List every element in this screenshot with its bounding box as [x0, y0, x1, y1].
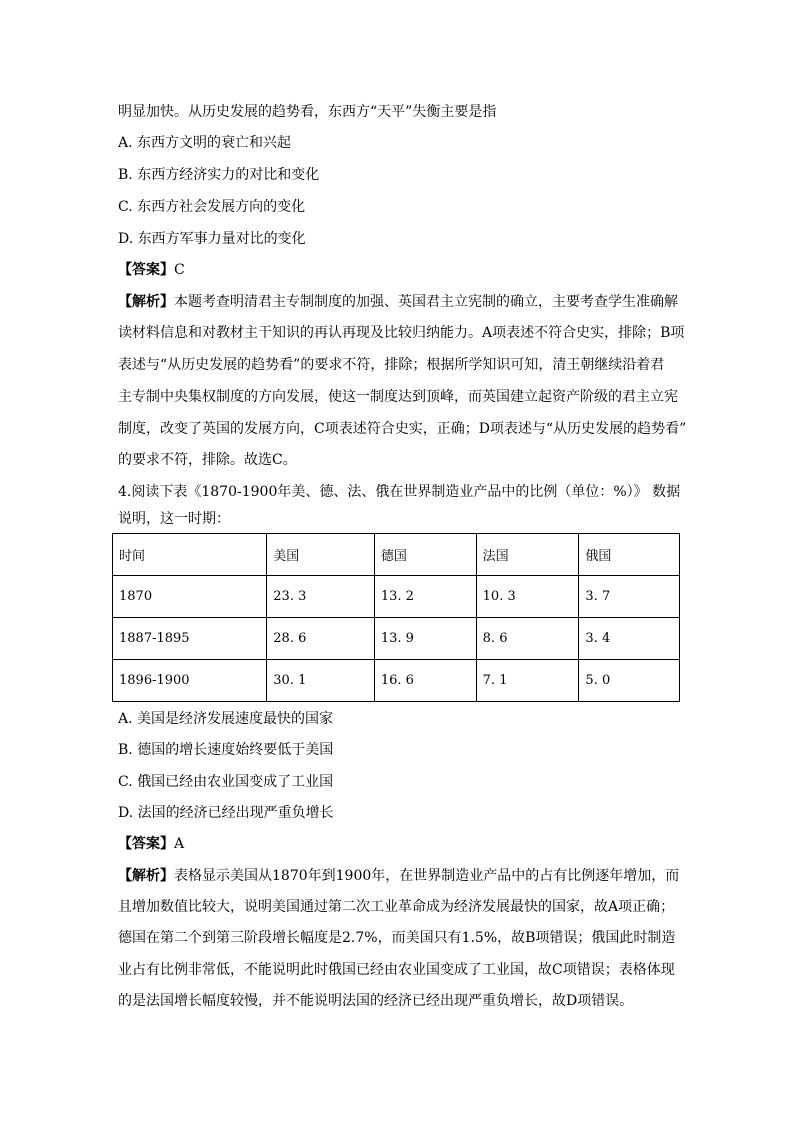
- q4-answer: [118, 835, 184, 853]
- q4-answer-value: A: [174, 836, 185, 852]
- q4-analysis-label: 【解析】: [118, 868, 174, 884]
- q4-analysis-line-5: 的是法国增长幅度较慢，并不能说明法国的经济已经出现严重负增长，故D项错误。: [118, 993, 634, 1009]
- q3-answer: [118, 261, 185, 279]
- table-cell: 3. 7: [579, 576, 680, 618]
- q3-option-d: D. 东西方军事力量对比的变化: [118, 231, 306, 247]
- table-cell: 1896-1900: [113, 660, 267, 702]
- table-cell: 5. 0: [579, 660, 680, 702]
- q3-analysis-label: 【解析】: [118, 294, 174, 310]
- q4-answer-label: 【答案】: [118, 836, 174, 852]
- q3-answer-label: 【答案】: [118, 262, 174, 278]
- table-header-row: [113, 534, 680, 576]
- q3-analysis-line-5: 制度，改变了英国的发展方向，C项表述符合史实，正确；D项表述与“从历史发展的趋势看”: [118, 421, 687, 437]
- q4-option-a: A. 美国是经济发展速度最快的国家: [118, 711, 334, 727]
- q4-analysis-line-4: 业占有比例非常低，不能说明此时俄国已经由农业国变成了工业国，故C项错误；表格体现: [118, 962, 675, 978]
- table-header-cell: 时间: [113, 534, 267, 576]
- table-row: [113, 660, 680, 702]
- q4-analysis-line-1: 【解析】表格显示美国从1870年到1900年，在世界制造业产品中的占有比例逐年增加，而: [118, 868, 680, 884]
- table-row: [113, 576, 680, 618]
- table-header-cell: 法国: [476, 534, 579, 576]
- q4-analysis-line-2: 且增加数值比较大，说明美国通过第二次工业革命成为经济发展最快的国家，故A项正确；: [118, 899, 675, 915]
- table-cell: 13. 2: [374, 576, 476, 618]
- q4-analysis-line-3: 德国在第二个到第三阶段增长幅度是2.7%，而美国只有1.5%，故B项错误；俄国此时制造: [118, 930, 676, 946]
- q4-option-c: C. 俄国已经由农业国变成了工业国: [118, 774, 334, 790]
- table-cell: 13. 9: [374, 618, 476, 660]
- table-cell: 7. 1: [476, 660, 579, 702]
- q3-answer-value: C: [174, 262, 185, 278]
- q3-option-b: B. 东西方经济实力的对比和变化: [118, 167, 320, 183]
- table-cell: 30. 1: [267, 660, 375, 702]
- q3-stem-tail: 明显加快。从历史发展的趋势看，东西方“天平”失衡主要是指: [118, 104, 497, 120]
- q3-analysis-line-3: 表述与“从历史发展的趋势看”的要求不符，排除；根据所学知识可知，清王朝继续沿着君: [118, 357, 665, 373]
- table-cell: 23. 3: [267, 576, 375, 618]
- table-cell: 1887-1895: [113, 618, 267, 660]
- table-header-cell: 美国: [267, 534, 375, 576]
- q4-stem-line-1: 4.阅读下表《1870-1900年美、德、法、俄在世界制造业产品中的比例（单位：%）》 数据: [118, 484, 681, 500]
- q3-option-c: C. 东西方社会发展方向的变化: [118, 199, 306, 215]
- table-cell: 10. 3: [476, 576, 579, 618]
- table-cell: 3. 4: [579, 618, 680, 660]
- q4-option-d: D. 法国的经济已经出现严重负增长: [118, 805, 334, 821]
- table-header-cell: 德国: [374, 534, 476, 576]
- data-table: [112, 533, 680, 702]
- q3-analysis-line-1: 【解析】本题考查明清君主专制制度的加强、英国君主立宪制的确立，主要考查学生准确解: [118, 294, 678, 310]
- table-cell: 28. 6: [267, 618, 375, 660]
- q3-option-a: A. 东西方文明的衰亡和兴起: [118, 135, 292, 151]
- q4-stem-line-2: 说明，这一时期：: [118, 511, 230, 527]
- q4-option-b: B. 德国的增长速度始终要低于美国: [118, 742, 334, 758]
- q3-analysis-line-6: 的要求不符，排除。故选C。: [118, 452, 297, 468]
- q3-analysis-line-4: 主专制中央集权制度的方向发展，使这一制度达到顶峰，而英国建立起资产阶级的君主立宪: [118, 389, 678, 405]
- table-header-cell: 俄国: [579, 534, 680, 576]
- q3-analysis-line-2: 读材料信息和对教材主干知识的再认再现及比较归纳能力。A项表述不符合史实，排除；B项: [118, 325, 685, 341]
- table-cell: 1870: [113, 576, 267, 618]
- table-row: [113, 618, 680, 660]
- table-cell: 16. 6: [374, 660, 476, 702]
- table-cell: 8. 6: [476, 618, 579, 660]
